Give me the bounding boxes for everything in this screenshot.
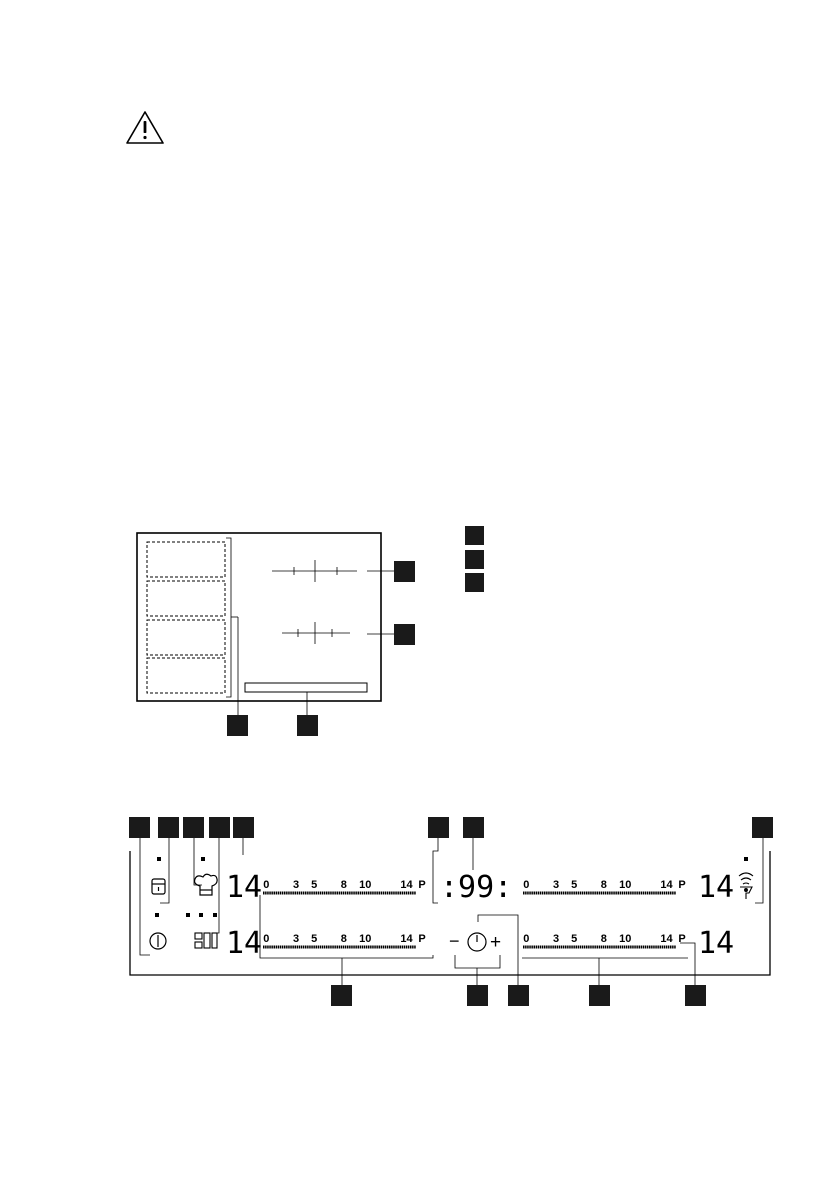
slider-tick-label: 8 <box>340 933 347 945</box>
slider-pause-label: P <box>678 879 686 891</box>
callout-marker <box>158 817 179 838</box>
legend-marker <box>465 573 484 592</box>
callout-marker <box>227 715 248 736</box>
callout-marker <box>685 985 706 1006</box>
power-level-display: 14 <box>226 926 263 961</box>
callout-marker <box>394 624 415 645</box>
slider-tick-label: 0 <box>263 879 270 891</box>
callout-marker <box>508 985 529 1006</box>
slider-tick-label: 8 <box>340 879 347 891</box>
callout-marker <box>394 561 415 582</box>
warning-triangle-icon <box>127 112 163 143</box>
slider-pause-label: P <box>678 933 686 945</box>
timer-minus-button[interactable]: − <box>449 931 460 951</box>
slider-tick-label: 14 <box>400 933 413 945</box>
slider-tick-label: 10 <box>359 879 372 891</box>
power-icon[interactable] <box>150 933 166 949</box>
slider-tick-label: 8 <box>600 933 607 945</box>
slider-tick-label: 0 <box>263 933 270 945</box>
chef-hat-icon[interactable] <box>195 874 218 895</box>
clock-icon[interactable] <box>468 933 486 951</box>
slider-tick-label: 3 <box>292 933 300 945</box>
control-panel <box>129 817 773 1006</box>
callout-marker <box>209 817 230 838</box>
cooktop-outline <box>137 533 381 701</box>
slider-tick-label: 5 <box>311 933 318 945</box>
cooking-zone <box>147 658 225 693</box>
slider-pause-label: P <box>418 933 426 945</box>
callout-marker <box>752 817 773 838</box>
lock-icon[interactable] <box>152 879 165 894</box>
power-level-display: 14 <box>226 870 263 905</box>
top-callouts <box>129 817 773 838</box>
slider-tick-label: 5 <box>571 933 578 945</box>
slider-pause-label: P <box>418 879 426 891</box>
cooktop-layout <box>137 533 415 736</box>
slider-tick-label: 3 <box>552 879 560 891</box>
slider-tick-label: 3 <box>552 933 560 945</box>
legend-marker <box>465 550 484 569</box>
callout-marker <box>183 817 204 838</box>
callout-marker <box>129 817 150 838</box>
slider-tick-label: 14 <box>400 879 413 891</box>
callout-marker <box>233 817 254 838</box>
legend-marker <box>465 526 484 545</box>
slider-tick-label: 10 <box>359 933 372 945</box>
slider-tick-label: 14 <box>660 933 673 945</box>
legend <box>465 526 484 592</box>
cooking-zone <box>147 581 225 616</box>
timer-display: :99: <box>440 870 513 905</box>
slider-tick-label: 14 <box>660 879 673 891</box>
callout-marker <box>467 985 488 1006</box>
leader-lines <box>140 838 763 985</box>
bridge-zones <box>147 542 225 693</box>
slider-tick-label: 10 <box>619 933 632 945</box>
bridge-icon[interactable] <box>195 933 217 948</box>
control-panel-strip <box>245 683 367 692</box>
power-level-display: 14 <box>698 926 735 961</box>
bottom-callouts <box>331 985 706 1006</box>
callout-marker <box>589 985 610 1006</box>
cooking-zone <box>147 620 225 655</box>
hob2hood-icon[interactable] <box>739 873 753 899</box>
callout-marker <box>297 715 318 736</box>
callout-marker <box>428 817 449 838</box>
callout-marker <box>331 985 352 1006</box>
right-zone-marks <box>272 560 357 644</box>
timer-plus-button[interactable]: + <box>490 932 502 953</box>
slider-tick-label: 5 <box>311 879 318 891</box>
slider-tick-label: 5 <box>571 879 578 891</box>
callout-marker <box>463 817 484 838</box>
slider-tick-label: 0 <box>523 933 530 945</box>
callout-markers <box>227 561 415 736</box>
slider-tick-label: 10 <box>619 879 632 891</box>
slider-tick-label: 3 <box>292 879 300 891</box>
power-level-display: 14 <box>698 870 735 905</box>
slider-tick-label: 0 <box>523 879 530 891</box>
slider-tick-label: 8 <box>600 879 607 891</box>
cooking-zone <box>147 542 225 577</box>
